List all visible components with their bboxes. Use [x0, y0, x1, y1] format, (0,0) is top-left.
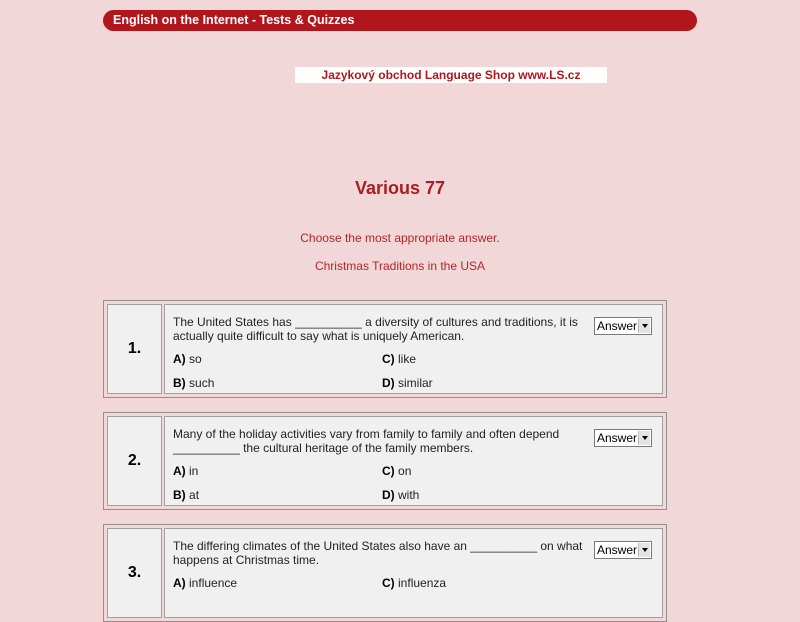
option-d — [382, 488, 419, 502]
option-text: in — [189, 464, 199, 478]
question-number: 3. — [107, 528, 162, 618]
option-c — [382, 352, 416, 366]
option-text: like — [398, 352, 417, 366]
question-text: Many of the holiday activities vary from family to family and often depend __________ the cultural heritage of the family members. — [173, 427, 560, 455]
option-c — [382, 576, 446, 590]
option-a — [173, 464, 198, 478]
question-body — [164, 416, 663, 506]
chevron-down-icon[interactable] — [638, 319, 650, 333]
option-c — [382, 464, 411, 478]
question-text: The differing climates of the United States also have an __________ on what happens at Christmas time. — [173, 539, 583, 567]
quiz-subtitle: Christmas Traditions in the USA — [314, 259, 486, 273]
answer-select[interactable] — [594, 317, 652, 335]
site-header-bar — [103, 10, 697, 31]
option-text: influence — [189, 576, 238, 590]
answer-select-value: Answer — [597, 543, 638, 557]
question-card — [103, 524, 667, 622]
option-text: similar — [398, 376, 433, 390]
option-text: such — [189, 376, 215, 390]
option-text: influenza — [398, 576, 447, 590]
option-text: on — [398, 464, 412, 478]
option-b — [173, 376, 214, 390]
option-label: D) — [382, 376, 395, 390]
option-label: B) — [173, 488, 186, 502]
option-label: A) — [173, 464, 186, 478]
option-a — [173, 576, 237, 590]
answer-select[interactable] — [594, 541, 652, 559]
shop-banner-link[interactable]: Jazykový obchod Language Shop www.LS.cz — [295, 67, 607, 83]
option-text: with — [398, 488, 420, 502]
option-text: at — [189, 488, 200, 502]
question-number: 1. — [107, 304, 162, 394]
chevron-down-icon[interactable] — [638, 543, 650, 557]
option-d — [382, 376, 433, 390]
question-body — [164, 528, 663, 618]
option-label: C) — [382, 464, 395, 478]
option-label: C) — [382, 352, 395, 366]
option-label: C) — [382, 576, 395, 590]
instruction-text: Choose the most appropriate answer. — [300, 231, 500, 245]
option-a — [173, 352, 202, 366]
question-card — [103, 412, 667, 510]
option-label: A) — [173, 576, 186, 590]
option-text: so — [189, 352, 202, 366]
question-card — [103, 300, 667, 398]
option-label: A) — [173, 352, 186, 366]
question-number: 2. — [107, 416, 162, 506]
option-label: D) — [382, 488, 395, 502]
answer-select[interactable] — [594, 429, 652, 447]
answer-select-value: Answer — [597, 319, 638, 333]
option-label: B) — [173, 376, 186, 390]
site-title[interactable]: English on the Internet - Tests & Quizzes — [113, 13, 355, 27]
option-b — [173, 488, 199, 502]
question-text: The United States has __________ a diversity of cultures and traditions, it is actually quite difficult to say what is uniquely American. — [173, 315, 578, 343]
question-body — [164, 304, 663, 394]
chevron-down-icon[interactable] — [638, 431, 650, 445]
page-title: Various 77 — [354, 178, 446, 198]
answer-select-value: Answer — [597, 431, 638, 445]
